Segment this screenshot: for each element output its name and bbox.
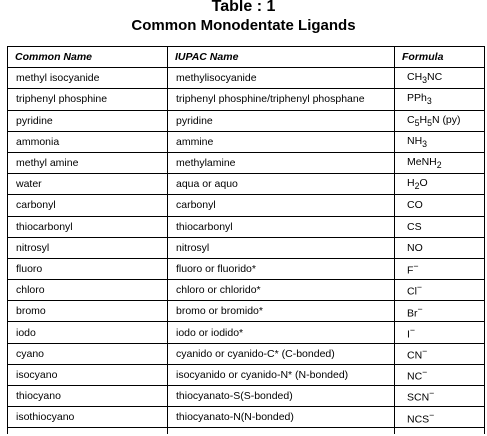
table-title: Table : 1 [211, 0, 276, 15]
formula-cell: $CH_3NC$ [395, 68, 485, 89]
table-body [8, 68, 485, 435]
iupac-name-cell: fluoro or fluorido* [168, 258, 395, 279]
formula-cell: NO [395, 237, 485, 258]
table-row [8, 89, 485, 110]
iupac-name-cell: ammine [168, 131, 395, 152]
table-row [8, 216, 485, 237]
iupac-name-cell: chloro or chlorido* [168, 280, 395, 301]
table-row [8, 152, 485, 173]
common-name-cell: thiocarbonyl [8, 216, 168, 237]
empty-cell [395, 428, 485, 435]
empty-cell [8, 428, 168, 435]
iupac-name-cell: aqua or aquo [168, 174, 395, 195]
common-name-cell: water [8, 174, 168, 195]
table-subtitle: Common Monodentate Ligands [131, 17, 356, 34]
table-row [8, 237, 485, 258]
empty-cell [168, 428, 395, 435]
formula-cell: Cl− [395, 280, 485, 301]
common-name-cell: ammonia [8, 131, 168, 152]
common-name-cell: nitrosyl [8, 237, 168, 258]
formula-cell: CO [395, 195, 485, 216]
table-row [8, 280, 485, 301]
table-row-cutoff [8, 428, 485, 435]
formula-cell: I− [395, 322, 485, 343]
iupac-name-cell: thiocyanato-S(S-bonded) [168, 386, 395, 407]
formula-cell: CN− [395, 343, 485, 364]
formula-cell: PPh$_3$ [395, 89, 485, 110]
formula-cell: F− [395, 258, 485, 279]
iupac-name-cell: pyridine [168, 110, 395, 131]
iupac-name-cell: methylamine [168, 152, 395, 173]
iupac-name-cell: thiocarbonyl [168, 216, 395, 237]
iupac-name-cell: methylisocyanide [168, 68, 395, 89]
iupac-name-cell: cyanido or cyanido-C* (C-bonded) [168, 343, 395, 364]
iupac-name-cell: nitrosyl [168, 237, 395, 258]
formula-cell: MeNH$_2$ [395, 152, 485, 173]
table-row [8, 386, 485, 407]
common-name-cell: triphenyl phosphine [8, 89, 168, 110]
formula-cell: CS [395, 216, 485, 237]
formula-cell: $H_2O$ [395, 174, 485, 195]
iupac-name-cell: carbonyl [168, 195, 395, 216]
formula-cell: Br− [395, 301, 485, 322]
common-name-cell: carbonyl [8, 195, 168, 216]
header-iupac-name: IUPAC Name [168, 47, 395, 68]
iupac-name-cell: iodo or iodido* [168, 322, 395, 343]
table-row [8, 110, 485, 131]
table-row [8, 364, 485, 385]
iupac-name-cell: thiocyanato-N(N-bonded) [168, 407, 395, 428]
header-row [8, 47, 485, 68]
table-row [8, 195, 485, 216]
ligands-table [7, 46, 485, 434]
formula-cell: $C_5H_5N$ (py) [395, 110, 485, 131]
common-name-cell: fluoro [8, 258, 168, 279]
table-row [8, 407, 485, 428]
common-name-cell: isothiocyano [8, 407, 168, 428]
iupac-name-cell: triphenyl phosphine/triphenyl phosphane [168, 89, 395, 110]
table-row [8, 131, 485, 152]
header-formula: Formula [395, 47, 485, 68]
iupac-name-cell: isocyanido or cyanido-N* (N-bonded) [168, 364, 395, 385]
table-row [8, 322, 485, 343]
formula-cell: NCS− [395, 407, 485, 428]
table-row [8, 343, 485, 364]
formula-cell: $NH_3$ [395, 131, 485, 152]
table-row [8, 301, 485, 322]
table-row [8, 174, 485, 195]
formula-cell: SCN− [395, 386, 485, 407]
common-name-cell: thiocyano [8, 386, 168, 407]
common-name-cell: methyl isocyanide [8, 68, 168, 89]
table-row [8, 68, 485, 89]
common-name-cell: iodo [8, 322, 168, 343]
iupac-name-cell: bromo or bromido* [168, 301, 395, 322]
common-name-cell: pyridine [8, 110, 168, 131]
common-name-cell: chloro [8, 280, 168, 301]
common-name-cell: bromo [8, 301, 168, 322]
table-row [8, 258, 485, 279]
common-name-cell: isocyano [8, 364, 168, 385]
common-name-cell: cyano [8, 343, 168, 364]
header-common-name: Common Name [8, 47, 168, 68]
formula-cell: NC− [395, 364, 485, 385]
common-name-cell: methyl amine [8, 152, 168, 173]
